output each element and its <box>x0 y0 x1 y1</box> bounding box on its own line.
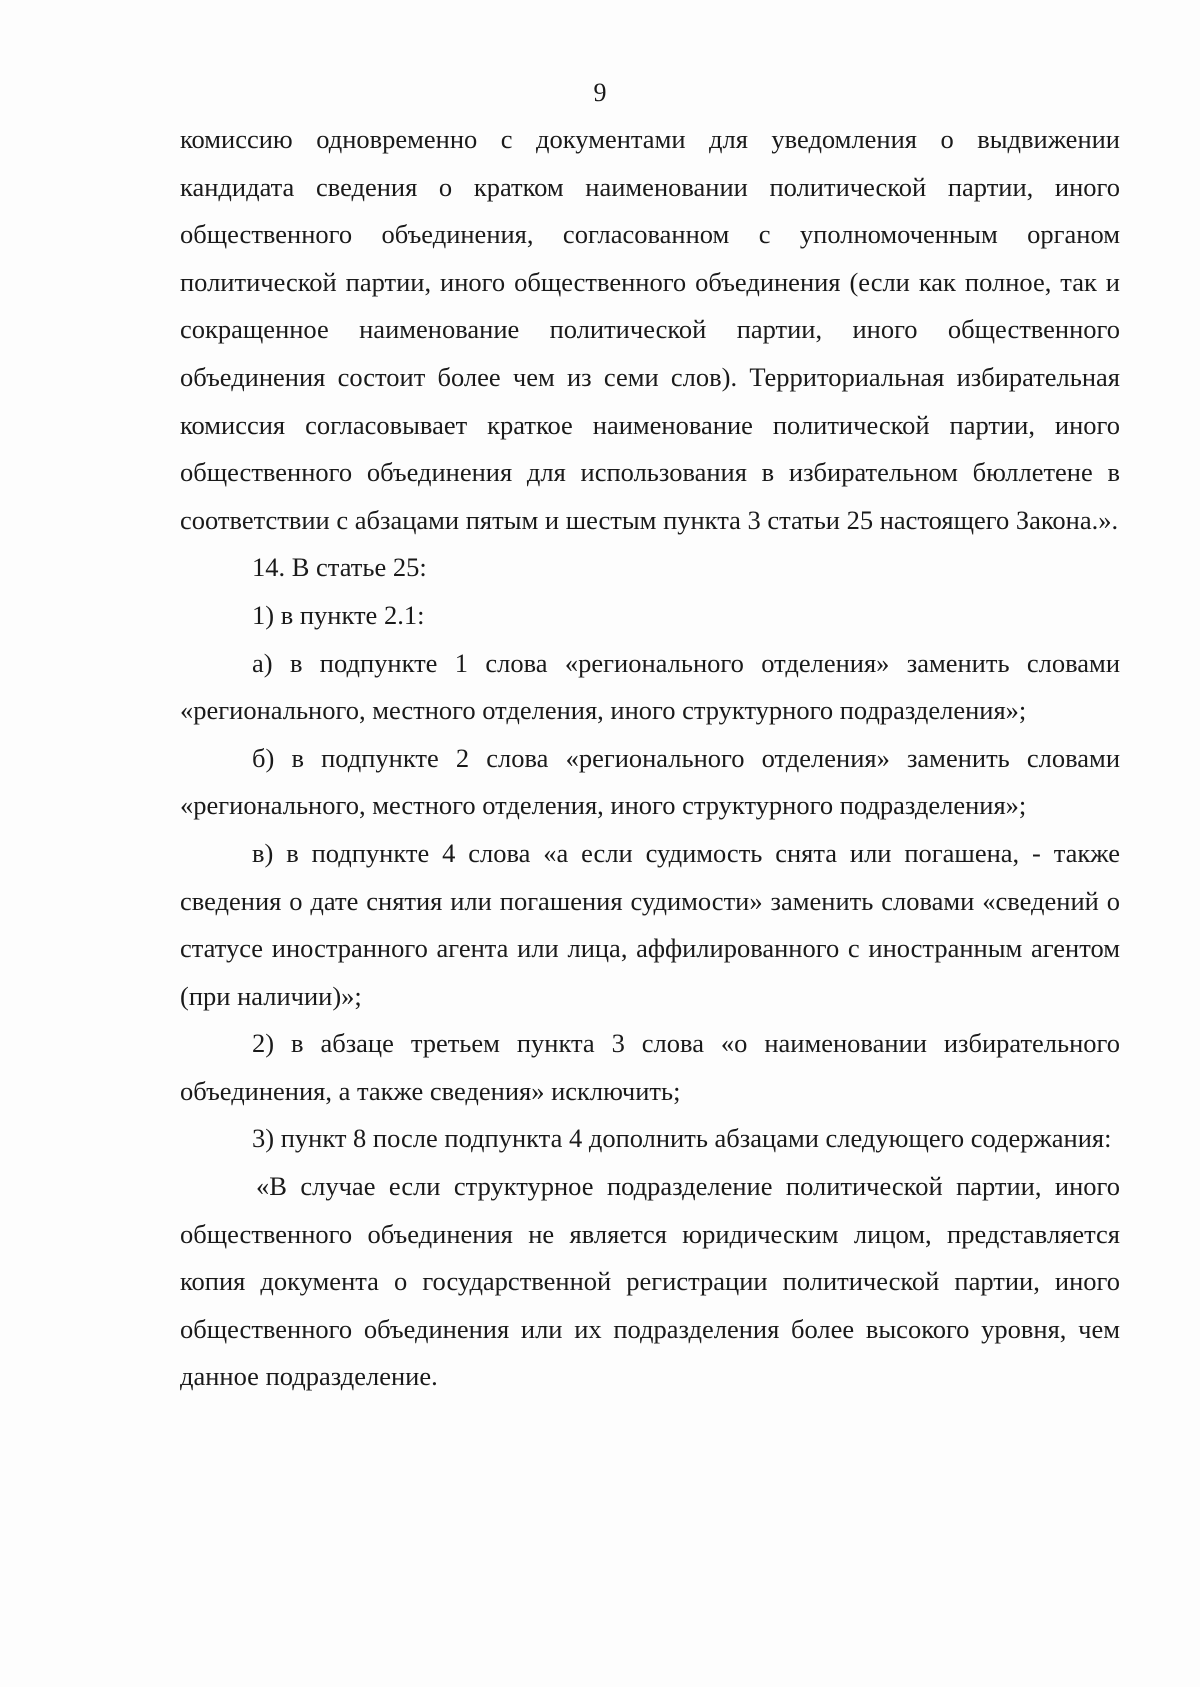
paragraph-article-heading: 14. В статье 25: <box>252 552 427 583</box>
paragraph-item-1: 1) в пункте 2.1: <box>252 599 425 630</box>
paragraph-quoted-insert: «В случае если структурное подразделение политической партии, иного общественного объединения не является юридическим лицом, представляется копия документа о государственной регистрации политической партии, иного общественного объединения или их подразделения более высокого уровня, чем данное подразделение. <box>180 1171 1120 1392</box>
document-body <box>180 116 1120 1401</box>
paragraph-subitem-b: б) в подпункте 2 слова «регионального отделения» заменить словами «регионального, местного отделения, иного структурного подразделения»; <box>180 742 1120 821</box>
page-number: 9 <box>593 78 607 107</box>
paragraph-continuation: комиссию одновременно с документами для уведомления о выдвижении кандидата сведения о кратком наименовании политической партии, иного общественного объединения, согласованном с уполномоченным органом политической партии, иного общественного объединения (если как полное, так и сокращенное наименование политической партии, иного общественного объединения состоит более чем из семи слов). Территориальная избирательная комиссия согласовывает краткое наименование политической партии, иного общественного объединения для использования в избирательном бюллетене в соответствии с абзацами пятым и шестым пункта 3 статьи 25 настоящего Закона.». <box>180 124 1120 535</box>
paragraph-item-2: 2) в абзаце третьем пункта 3 слова «о наименовании избирательного объединения, а также сведения» исключить; <box>180 1028 1120 1106</box>
paragraph-item-3: 3) пункт 8 после подпункта 4 дополнить абзацами следующего содержания: <box>252 1123 1112 1154</box>
paragraph-subitem-v: в) в подпункте 4 слова «а если судимость снята или погашена, - также сведения о дате снятия или погашения судимости» заменить словами «сведений о статусе иностранного агента или лица, аффилированного с иностранным агентом (при наличии)»; <box>180 837 1120 1011</box>
paragraph-subitem-a: а) в подпункте 1 слова «регионального отделения» заменить словами «регионального, местного отделения, иного структурного подразделения»; <box>180 647 1120 726</box>
